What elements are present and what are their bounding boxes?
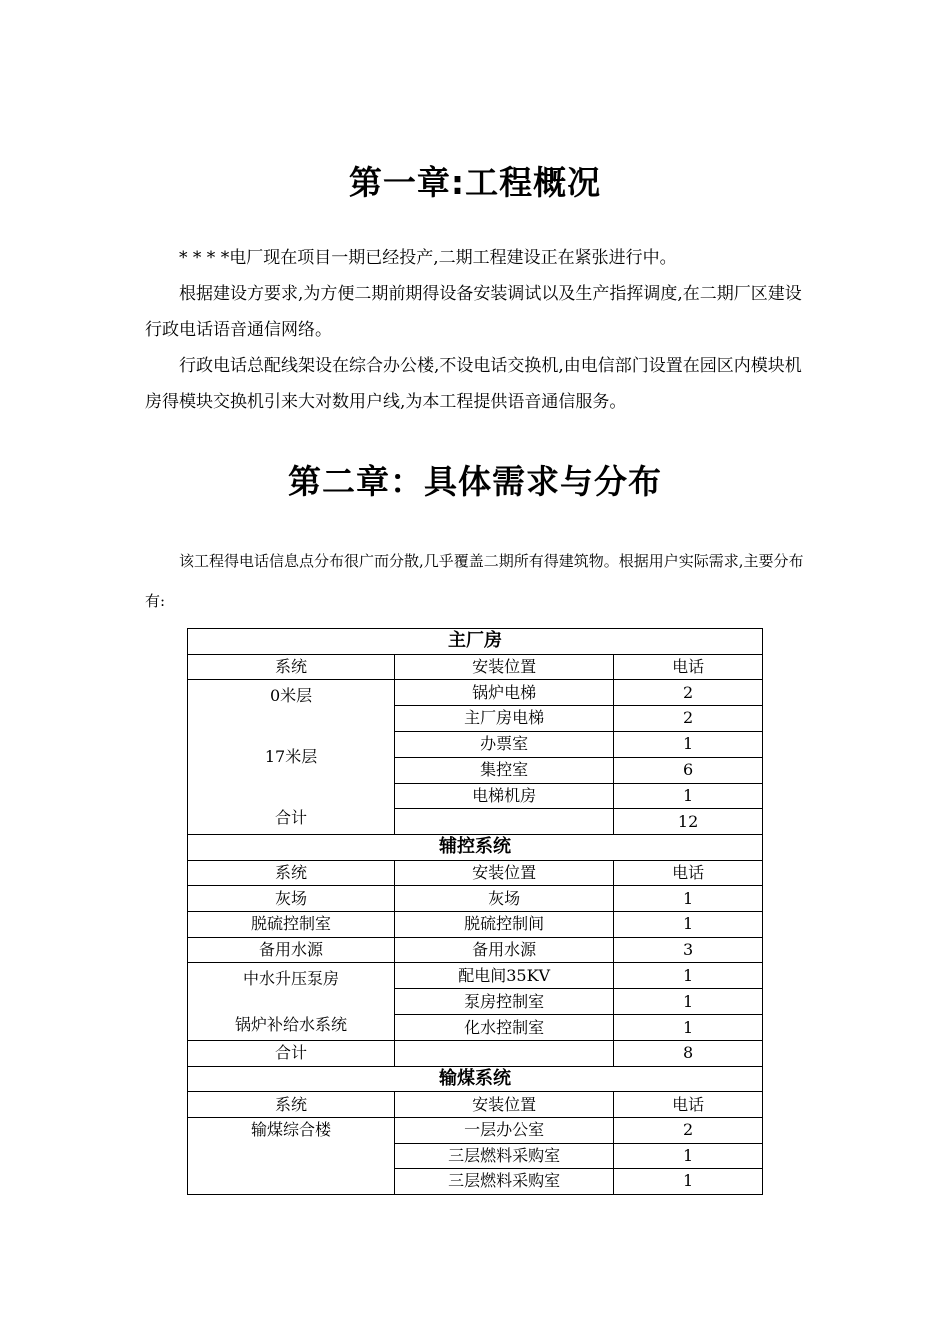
chapter1-title: 第一章:工程概况 [348,163,602,202]
table-row [188,937,763,963]
location-cell: 电梯机房 [395,783,614,809]
header-system: 系统 [188,860,395,886]
phone-distribution-table [187,628,763,1195]
header-system: 系统 [188,1092,395,1118]
system-label: 合计 [275,808,308,828]
system-label: 输煤综合楼 [251,1119,332,1139]
location-cell: 泵房控制室 [395,989,614,1015]
phones-cell: 2 [614,1117,763,1143]
phones-cell: 1 [614,1143,763,1169]
location-cell: 灰场 [395,886,614,912]
system-cell: 灰场 [188,886,395,912]
header-system: 系统 [188,654,395,680]
phones-cell: 1 [614,963,763,989]
system-label: 0米层 [269,686,313,706]
location-cell: 配电间35KV [395,963,614,989]
location-cell [395,1041,614,1067]
location-cell: 集控室 [395,757,614,783]
section-title-row [188,835,763,861]
location-cell: 三层燃料采购室 [395,1169,614,1195]
header-phones: 电话 [614,860,763,886]
system-label: 17米层 [264,747,318,767]
table-row [188,963,763,989]
table-row [188,886,763,912]
header-phones: 电话 [614,1092,763,1118]
phones-cell: 1 [614,886,763,912]
system-group-cell [188,963,395,1041]
location-cell: 主厂房电梯 [395,706,614,732]
location-cell: 三层燃料采购室 [395,1143,614,1169]
table-row [188,680,763,706]
table-row [188,1041,763,1067]
section-title-row [188,1066,763,1092]
phones-cell: 6 [614,757,763,783]
location-cell: 一层办公室 [395,1117,614,1143]
system-cell: 备用水源 [188,937,395,963]
table-header-row [188,654,763,680]
header-location: 安装位置 [395,860,614,886]
system-cell: 合计 [188,1041,395,1067]
section-title: 主厂房 [188,629,763,655]
location-cell: 化水控制室 [395,1015,614,1041]
location-cell: 备用水源 [395,937,614,963]
location-cell: 锅炉电梯 [395,680,614,706]
chapter1-paragraph-3: 行政电话总配线架设在综合办公楼,不设电话交换机,由电信部门设置在园区内模块机房得模块交换机引来大对数用户线,为本工程提供语音通信服务。 [145,356,802,412]
chapter1-paragraph-1: * * * *电厂现在项目一期已经投产,二期工程建设正在紧张进行中。 [179,248,677,268]
phones-cell: 8 [614,1041,763,1067]
system-label: 锅炉补给水系统 [235,1014,348,1034]
section-title-row [188,629,763,655]
system-cell: 脱硫控制室 [188,911,395,937]
chapter2-intro: 该工程得电话信息点分布很广而分散,几乎覆盖二期所有得建筑物。根据用户实际需求,主要分布有: [145,552,804,610]
header-location: 安装位置 [395,654,614,680]
table-header-row [188,860,763,886]
phones-cell: 2 [614,706,763,732]
location-cell: 办票室 [395,731,614,757]
phones-cell: 3 [614,937,763,963]
header-phones: 电话 [614,654,763,680]
section-title: 输煤系统 [188,1066,763,1092]
header-location: 安装位置 [395,1092,614,1118]
phones-cell: 2 [614,680,763,706]
phones-cell: 1 [614,731,763,757]
phones-cell: 1 [614,911,763,937]
phones-cell: 1 [614,1015,763,1041]
chapter2-title: 第二章：具体需求与分布 [288,462,662,501]
system-group-cell [188,1117,395,1194]
location-cell: 脱硫控制间 [395,911,614,937]
system-label: 中水升压泵房 [243,968,340,988]
phones-cell: 1 [614,989,763,1015]
table-row [188,1117,763,1143]
table-row [188,911,763,937]
phones-cell: 12 [614,809,763,835]
system-group-cell [188,680,395,835]
table-header-row [188,1092,763,1118]
phones-cell: 1 [614,1169,763,1195]
phones-cell: 1 [614,783,763,809]
location-cell [395,809,614,835]
chapter1-paragraph-2: 根据建设方要求,为方便二期前期得设备安装调试以及生产指挥调度,在二期厂区建设行政电话语音通信网络。 [145,284,802,340]
section-title: 辅控系统 [188,835,763,861]
